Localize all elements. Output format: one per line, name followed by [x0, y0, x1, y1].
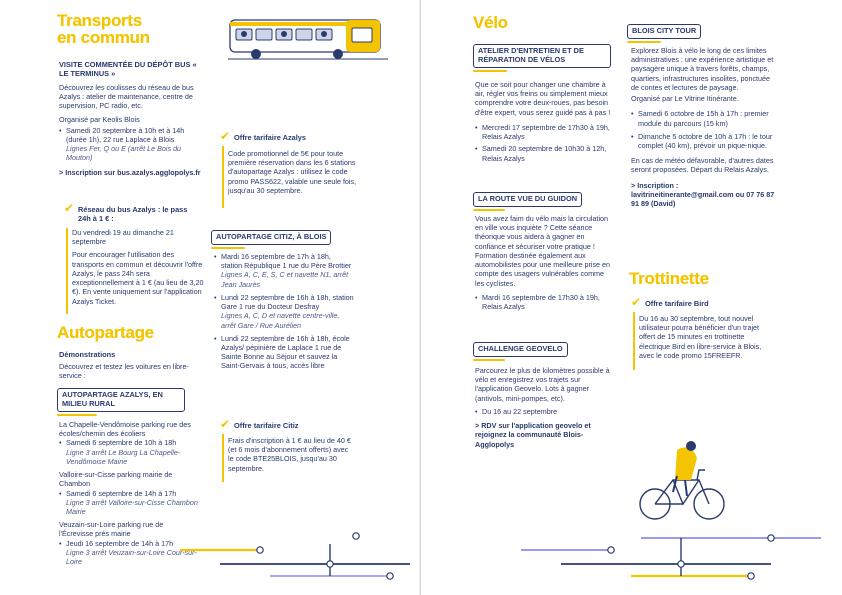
offre-bird-text: Du 16 au 30 septembre, tout nouvel utilisateur pourra bénéficier d'un trajet offert de 15 minutes en trottinette électrique Bird en libre-service à Blois, avec le code promo 15FREEFR.: [639, 314, 762, 360]
yellow-bar: [66, 228, 68, 314]
yellow-bar: [222, 146, 224, 208]
city-tour-text: Explorez Blois à vélo le long de ces limites administratives : une expérience artistique et paysagère unique à travers forêts, champs, quartiers, infrastructures insolites, ponctuée de contes et lectures de paysage.: [631, 46, 774, 92]
autopartage-title: Autopartage: [57, 323, 154, 342]
right-page: [421, 0, 842, 595]
offre-bird-title: Offre tarifaire Bird: [645, 299, 709, 308]
challenge-box: [473, 342, 613, 361]
visite-bus-lines: Lignes Fer, Q ou E (arrêt Le Bois du Mouton): [66, 144, 182, 163]
citiz-item-1: • Mardi 16 septembre de 17h à 18h, station République 1 rue du Père Brottier Lignes A, C, E, S, C et navette N1, arrêt Jean Jaurès: [214, 252, 354, 289]
visite-text: Découvrez les coulisses du réseau de bus Azalys : atelier de maintenance, centre de supervision, PC radio, etc.: [59, 82, 194, 111]
atelier-date-1: • Mercredi 17 septembre de 17h30 à 19h, Relais Azalys: [475, 123, 613, 141]
challenge-title: CHALLENGE GEOVELO: [473, 342, 568, 357]
trottinette-title: Trottinette: [629, 269, 709, 288]
check-icon: ✔: [220, 417, 231, 431]
offre-azalys-title: Offre tarifaire Azalys: [234, 133, 307, 142]
chapelle-date: • Samedi 6 septembre de 10h à 18h Ligne 3 arrêt Le Bourg La Chapelle-Vendômoise Mairie: [59, 438, 199, 466]
reseau-pass-dates: Du vendredi 19 au dimanche 21 septembre: [72, 228, 174, 247]
guidon-title: LA ROUTE VUE DU GUIDON: [473, 192, 582, 207]
reseau-pass-title: Réseau du bus Azalys : le pass 24h à 1 € :: [78, 205, 188, 224]
cyclist-illustration: [639, 440, 729, 526]
valloire-date: • Samedi 6 septembre de 14h à 17h Ligne 3 arrêt Valloire-sur-Cisse Chambon Mairie: [59, 489, 199, 517]
city-tour-date-1: • Samedi 6 octobre de 15h à 17h : premier module du parcours (15 km): [631, 109, 777, 127]
citiz-item-3: • Lundi 22 septembre de 16h à 18h, école Azalys/ pépinière de Laplace 1 rue de Sainte Bonne au Séjour et sauvez la Saint-Gervais à tous, accès libre: [214, 334, 354, 371]
guidon-box: [473, 192, 613, 211]
veuzain-place: Veuzain-sur-Loire parking rue de l'Écrevisse près mairie: [59, 520, 164, 539]
azalys-rural-box: [57, 388, 189, 416]
atelier-box: [473, 44, 611, 72]
visite-inscription-link[interactable]: > Inscription sur bus.azalys.agglopolys.fr: [59, 167, 201, 177]
check-icon: ✔: [631, 295, 642, 309]
citiz-title: AUTOPARTAGE CITIZ, À BLOIS: [211, 230, 331, 245]
atelier-date-2: • Samedi 20 septembre de 10h30 à 12h, Relais Azalys: [475, 144, 613, 162]
transit-line-art: [521, 520, 821, 590]
veuzain-date: • Jeudi 16 septembre de 14h à 17h Ligne 3 arrêt Veuzain-sur-Loire Cour-sur-Loire: [59, 539, 199, 567]
city-tour-weather: En cas de météo défavorable, d'autres dates seront proposées. Départ du Relais Azalys.: [631, 156, 774, 175]
city-tour-body: [631, 46, 777, 208]
guidon-date: • Mardi 16 septembre de 17h30 à 19h, Relais Azalys: [475, 293, 613, 311]
valloire-place: Valloire-sur-Cisse parking mairie de Chambon: [59, 470, 173, 489]
reseau-pass-body: [72, 228, 207, 306]
azalys-rural-title: AUTOPARTAGE AZALYS, EN MILIEU RURAL: [57, 388, 185, 412]
city-tour-date-2: • Dimanche 5 octobre de 10h à 17h : le tour complet (40 km), prévoir un pique-nique.: [631, 132, 777, 150]
guidon-body: [475, 214, 613, 311]
chapelle-place: La Chapelle-Vendômoise parking rue des écoles/chemin des écoliers: [59, 420, 191, 439]
citiz-item-2: • Lundi 22 septembre de 16h à 18h, station Gare 1 rue du Docteur Desfray Lignes A, C, D et navette centre-ville, arrêt Gare / Rue Aurélien: [214, 293, 354, 330]
citiz-box: [211, 230, 359, 249]
guidon-text: Vous avez faim du vélo mais la circulation en ville vous inquiète ? Cette séance théorique vous aidera à gagner en confiance et sécuriser votre pratique ! Formation destinée également aux automobilistes pour une meilleure prise en compte des usagers vulnérables comme les cyclistes.: [475, 214, 611, 288]
city-tour-box: [627, 24, 767, 43]
velo-title: Vélo: [473, 13, 508, 32]
atelier-text: Que ce soit pour changer une chambre à air, régler vos freins ou simplement mieux comprendre votre deux-roues, pas besoin d'être expert, vous serez guidé pas à pas !: [475, 80, 611, 117]
autopartage-intro: [59, 351, 205, 380]
reseau-pass-section: [78, 205, 202, 224]
check-icon: ✔: [64, 201, 75, 215]
visite-section: [59, 61, 207, 177]
city-tour-inscription[interactable]: > Inscription : lavitrineitinerante@gmail.com ou 07 76 87 91 89 (David): [631, 180, 775, 209]
yellow-bar: [222, 434, 224, 482]
reseau-pass-text: Pour encourager l'utilisation des transports en commun et découvrir l'offre Azalys, le pass 24h sera exceptionnellement à 1 € (au lieu de 3,20 €). En vente uniquement sur l'application Azalys Ticket.: [72, 250, 204, 306]
offre-citiz-title: Offre tarifaire Citiz: [234, 421, 299, 430]
yellow-bar: [633, 312, 635, 370]
visite-date-item: • Samedi 20 septembre à 10h et à 14h (durée 1h), 22 rue Laplace à Blois Lignes Fer, Q ou E (arrêt Le Bois du Mouton): [59, 126, 207, 163]
atelier-title: ATELIER D'ENTRETIEN ET DE RÉPARATION DE VÉLOS: [473, 44, 611, 68]
check-icon: ✔: [220, 129, 231, 143]
transports-title: Transports en commun: [57, 11, 150, 48]
demo-heading: Démonstrations: [59, 350, 116, 359]
azalys-rural-list: [59, 420, 199, 566]
city-tour-organiser: Organisé par Le Vitrine Itinérante.: [631, 94, 739, 104]
offre-azalys-text: Code promotionnel de 5€ pour toute première réservation dans les 6 stations d'autopartage Azalys : utilisez le code promo PASS622, valable une seule fois, jusqu'au 30 septembre.: [228, 149, 357, 195]
challenge-body: [475, 366, 615, 449]
transit-line-art: [180, 506, 410, 588]
demo-text: Découvrez et testez les voitures en libre-service :: [59, 361, 189, 381]
visite-organiser: Organisé par Keolis Blois: [59, 115, 140, 125]
visite-title: VISITE COMMENTÉE DU DÉPÔT BUS « LE TERMINUS »: [59, 60, 197, 78]
city-tour-title: BLOIS CITY TOUR: [627, 24, 701, 39]
challenge-date: • Du 16 au 22 septembre: [475, 407, 615, 416]
bus-illustration: [228, 16, 388, 60]
citiz-list: [214, 252, 354, 371]
atelier-body: [475, 80, 613, 163]
offre-citiz-text: Frais d'inscription à 1 € au lieu de 40 € (et 6 mois d'abonnement offerts) avec le code BTE25BLOIS, jusqu'au 30 septembre.: [228, 436, 351, 473]
challenge-text: Parcourez le plus de kilomètres possible à vélo et enregistrez vos trajets sur l'application Geovelo. Lots à gagner (antivols, mini-pompes, etc).: [475, 366, 610, 403]
challenge-rdv: > RDV sur l'application geovelo et rejoignez la communauté Blois-Agglopolys: [475, 421, 591, 449]
